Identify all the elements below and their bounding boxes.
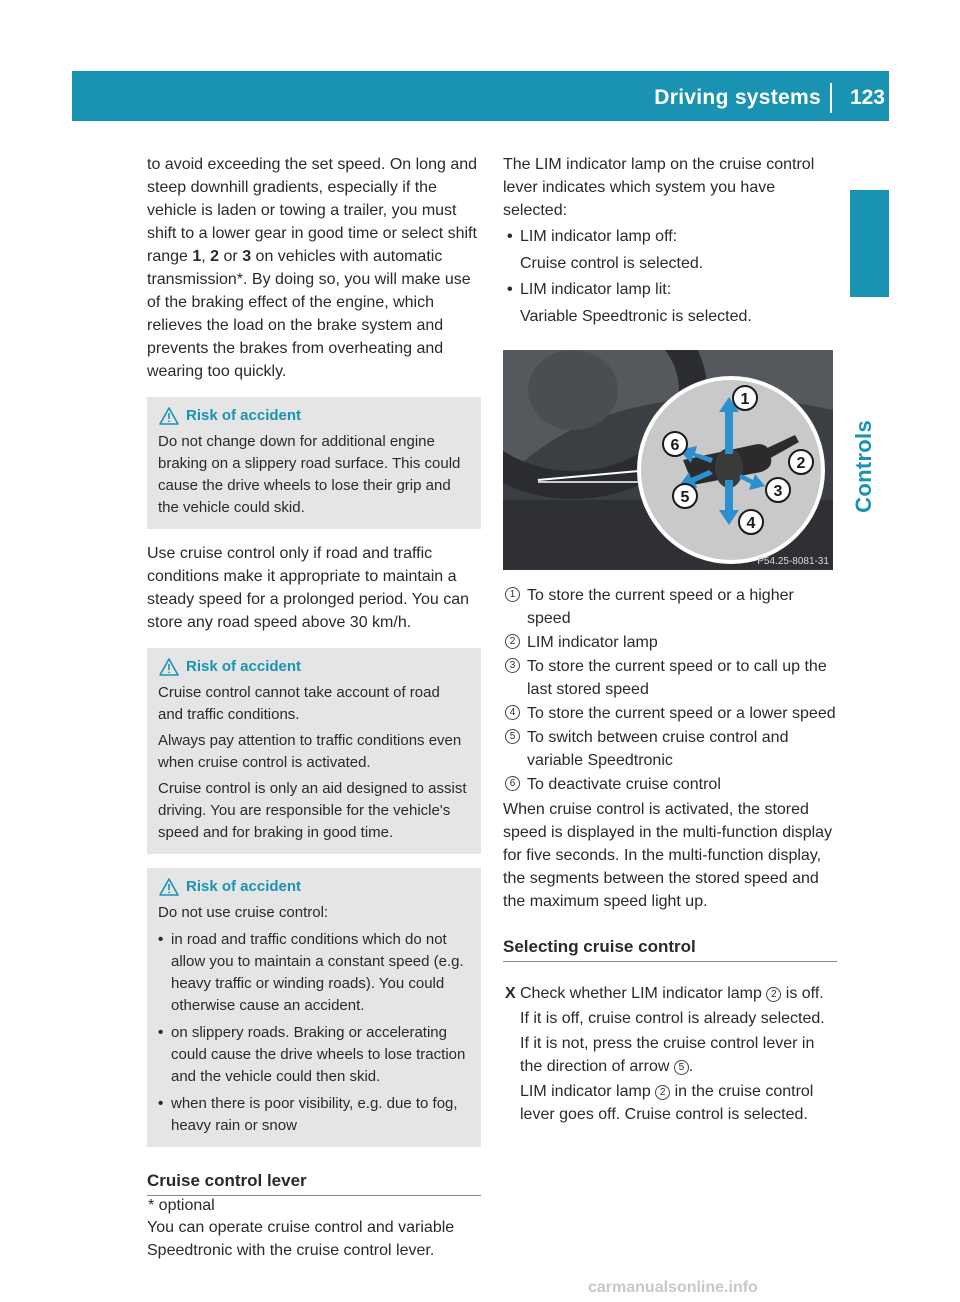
- callout-3: 3: [773, 483, 783, 500]
- lim-bullet: • LIM indicator lamp off: Cruise control is selected.: [507, 228, 704, 272]
- figure-code: P54.25-8081-31: [757, 556, 829, 567]
- step-line: If it is not, press the cruise control lever in the direction of arrow 5 .: [520, 1035, 815, 1075]
- warning-bullet: • when there is poor visibility, e.g. due to fog, heavy rain or snow: [158, 1095, 458, 1134]
- legend-item-5: 5 To switch between cruise control and variable Speedtronic: [503, 726, 837, 772]
- page-number: 123: [849, 86, 885, 109]
- warning-box-do-not-use: [147, 868, 481, 1147]
- section-title: Driving systems: [654, 86, 821, 109]
- warning-text: Do not change down for additional engine braking on a slippery road surface. This could cause the drive wheels to lose their grip and the vehicle could skid.: [158, 433, 461, 516]
- section-heading-cruise-control-lever: Cruise control lever: [147, 1169, 481, 1196]
- warning-title: Risk of accident: [158, 656, 469, 678]
- side-tab-label: Controls: [851, 420, 876, 513]
- legend-item-4: 4 To store the current speed or a lower speed: [503, 702, 837, 725]
- section-heading-selecting-cruise-control: Selecting cruise control: [503, 935, 837, 962]
- legend-item-6: 6 To deactivate cruise control: [503, 773, 837, 796]
- warning-triangle-icon: [159, 658, 179, 676]
- callout-2: 2: [796, 455, 806, 472]
- lim-bullet: • LIM indicator lamp lit: Variable Speedtronic is selected.: [507, 281, 752, 325]
- warning-box-engine-braking: [147, 397, 481, 529]
- header-divider: [830, 83, 832, 113]
- right-column: [503, 153, 837, 1126]
- callout-5: 5: [680, 489, 690, 506]
- warning-title: Risk of accident: [158, 876, 469, 898]
- left-column: [147, 153, 481, 1262]
- watermark: carmanualsonline.info: [588, 1279, 758, 1296]
- step-line: If it is off, cruise control is already selected.: [520, 1010, 825, 1027]
- instruction-step: X Check whether LIM indicator lamp 2 is off. If it is off, cruise control is already selected. If it is not, press the cruise control lever in the direction of arrow 5 . LIM indicator lamp 2 in the cruise control lever goes off. Cruise control is selected.: [503, 982, 837, 1126]
- warning-text: Always pay attention to traffic conditions even when cruise control is activated.: [158, 732, 462, 771]
- warning-title: Risk of accident: [158, 405, 469, 427]
- callout-1: 1: [740, 391, 750, 408]
- lim-paragraph: The LIM indicator lamp on the cruise control lever indicates which system you have selected:: [503, 156, 815, 219]
- callout-6: 6: [670, 437, 680, 454]
- warning-box-traffic-conditions: [147, 648, 481, 854]
- usage-paragraph: Use cruise control only if road and traffic conditions make it appropriate to maintain a steady speed for a prolonged period. You can store any road speed above 30 km/h.: [147, 545, 470, 631]
- legend-item-2: 2 LIM indicator lamp: [503, 631, 837, 654]
- step-line: Check whether LIM indicator lamp 2 is off.: [520, 985, 824, 1002]
- callout-4: 4: [746, 515, 756, 532]
- warning-text: Cruise control cannot take account of road and traffic conditions.: [158, 684, 440, 723]
- warning-bullet: • in road and traffic conditions which do not allow you to maintain a constant speed (e.g. heavy traffic or winding roads). You could otherwise cause an accident.: [158, 931, 464, 1014]
- warning-text: Cruise control is only an aid designed to assist driving. You are responsible for the vehicle's speed and for braking in good time.: [158, 780, 467, 841]
- lever-paragraph: You can operate cruise control and variable Speedtronic with the cruise control lever.: [147, 1219, 455, 1259]
- footnote: * optional: [148, 1197, 215, 1214]
- side-tab-marker: [850, 190, 889, 297]
- legend-item-1: 1 To store the current speed or a higher speed: [503, 584, 837, 630]
- display-paragraph: When cruise control is activated, the stored speed is displayed in the multi-function display for five seconds. In the multi-function display, the segments between the stored speed and the maximum speed light up.: [503, 801, 833, 910]
- step-line: LIM indicator lamp 2 in the cruise control lever goes off. Cruise control is selected.: [520, 1083, 814, 1123]
- warning-triangle-icon: [159, 878, 179, 896]
- cruise-control-lever-figure: [503, 350, 833, 570]
- intro-paragraph: to avoid exceeding the set speed. On long and steep downhill gradients, especially if the vehicle is laden or towing a trailer, you must shift to a lower gear in good time or select shift range 1, 2 or 3 on vehicles with automatic transmission*. By doing so, you will make use of the braking effect of the engine, which relieves the load on the brake system and prevents the brakes from overheating and wearing too quickly.: [147, 156, 478, 380]
- warning-triangle-icon: [159, 407, 179, 425]
- warning-bullet: • on slippery roads. Braking or accelerating could cause the drive wheels to lose traction and the vehicle could then skid.: [158, 1024, 466, 1085]
- header-bar: [72, 71, 889, 121]
- lever-illustration: [503, 350, 833, 570]
- legend-item-3: 3 To store the current speed or to call up the last stored speed: [503, 655, 837, 701]
- warning-intro: Do not use cruise control:: [158, 904, 329, 921]
